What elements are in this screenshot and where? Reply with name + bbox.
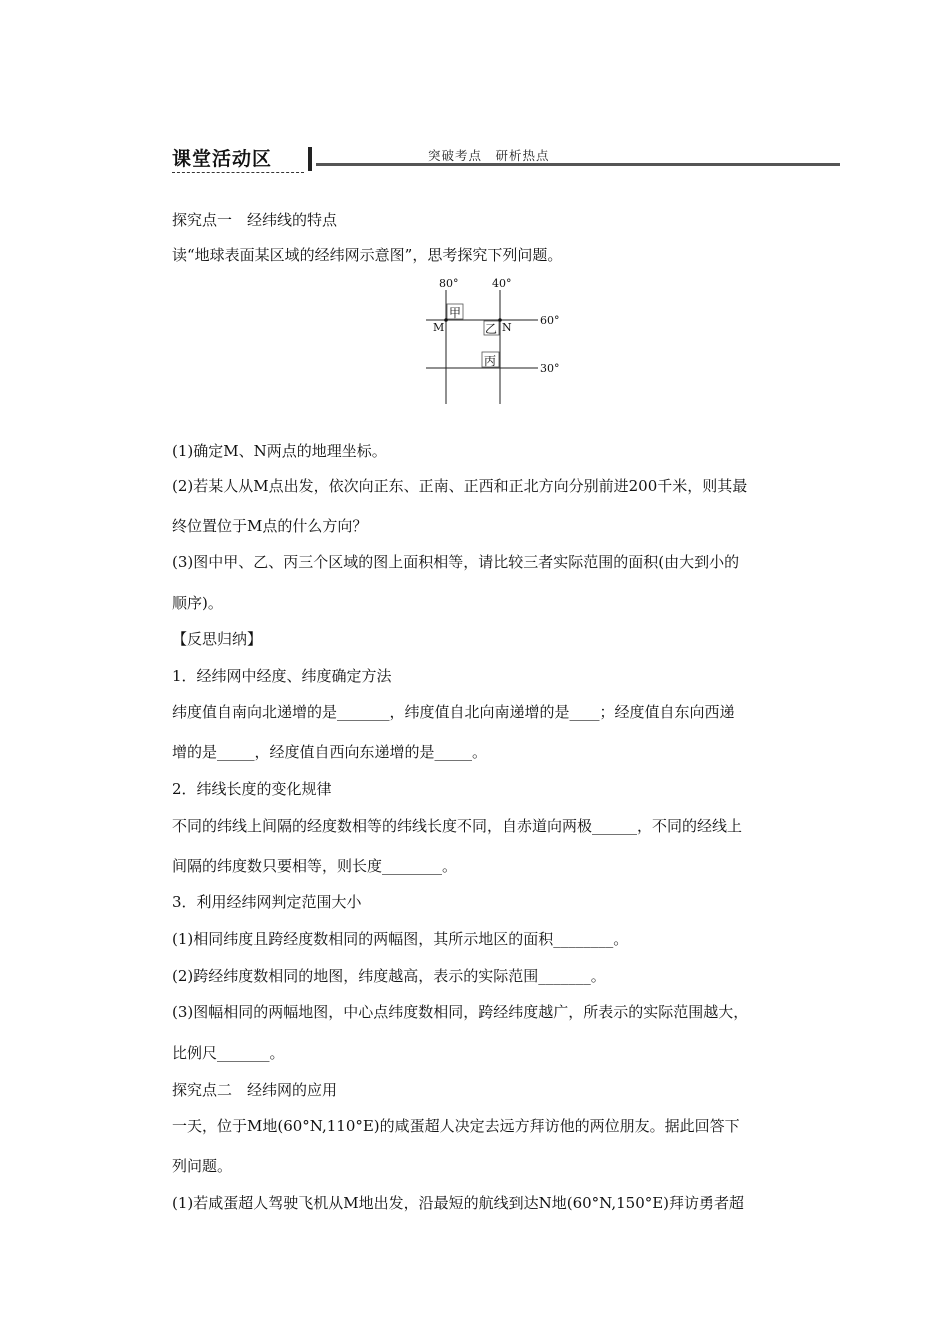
graticule-diagram (420, 276, 570, 408)
reflection-heading: 【反思归纳】 (172, 630, 263, 648)
region-yi-label: 乙 (485, 322, 498, 336)
point-n-label: N (502, 321, 512, 334)
question-2-line-2: 终位置位于M点的什么方向？ (172, 517, 368, 535)
region-jia-label: 甲 (449, 306, 462, 320)
question-3-line-2: 顺序)。 (172, 594, 223, 612)
section-heading-1: 探究点一 经纬线的特点 (172, 211, 338, 229)
question-3-line-1: (3)图中甲、乙、丙三个区域的图上面积相等，请比较三者实际范围的面积(由大到小的 (172, 553, 740, 571)
graticule-svg (420, 276, 570, 408)
lon-label-40: 40° (492, 277, 512, 290)
summary-item-1-title: 1．经纬网中经度、纬度确定方法 (172, 667, 392, 685)
banner-divider-bar (308, 147, 312, 171)
summary-item-3-title: 3．利用经纬网判定范围大小 (172, 893, 362, 911)
summary-item-2-line-2: 间隔的纬度数只要相等，则长度________。 (172, 857, 458, 875)
summary-item-3-sub-3-line-2: 比例尺_______。 (172, 1044, 285, 1062)
summary-item-3-sub-2: (2)跨经纬度数相同的地图，纬度越高，表示的实际范围_______。 (172, 967, 606, 985)
banner-rule (316, 163, 840, 166)
summary-item-2-line-1: 不同的纬线上间隔的经度数相等的纬线长度不同，自赤道向两极______，不同的经线上 (172, 817, 743, 835)
lat-label-30: 30° (540, 362, 560, 375)
section-banner (172, 142, 840, 178)
summary-item-1-line-1: 纬度值自南向北递增的是_______，纬度值自北向南递增的是____；经度值自东向西递 (172, 703, 735, 721)
summary-item-1-line-2: 增的是_____，经度值自西向东递增的是_____。 (172, 743, 488, 761)
section-title: 课堂活动区 (172, 148, 273, 170)
point-m-label: M (433, 321, 445, 334)
lon-label-80: 80° (439, 277, 459, 290)
paragraph-line: 读“地球表面某区域的经纬网示意图”，思考探究下列问题。 (172, 246, 563, 264)
paragraph-line: 列问题。 (172, 1157, 233, 1175)
point-m-dot (444, 318, 448, 322)
region-bing-label: 丙 (484, 354, 497, 368)
section-subtitle: 突破考点 研析热点 (428, 148, 550, 163)
title-underline (172, 172, 304, 173)
question-2-line-1: (2)若某人从M点出发，依次向正东、正南、正西和正北方向分别前进200千米，则其最 (172, 477, 748, 495)
summary-item-2-title: 2．纬线长度的变化规律 (172, 780, 332, 798)
question-line: (1)若咸蛋超人驾驶飞机从M地出发，沿最短的航线到达N地(60°N,150°E)拜访勇者超 (172, 1194, 745, 1212)
summary-item-3-sub-1: (1)相同纬度且跨经度数相同的两幅图，其所示地区的面积________。 (172, 930, 629, 948)
summary-item-3-sub-3-line-1: (3)图幅相同的两幅地图，中心点纬度数相同，跨经纬度越广，所表示的实际范围越大， (172, 1003, 749, 1021)
lat-label-60: 60° (540, 314, 560, 327)
section-heading-2: 探究点二 经纬网的应用 (172, 1081, 338, 1099)
paragraph-line: 一天，位于M地(60°N,110°E)的咸蛋超人决定去远方拜访他的两位朋友。据此回答下 (172, 1117, 740, 1135)
question-1: (1)确定M、N两点的地理坐标。 (172, 442, 387, 460)
